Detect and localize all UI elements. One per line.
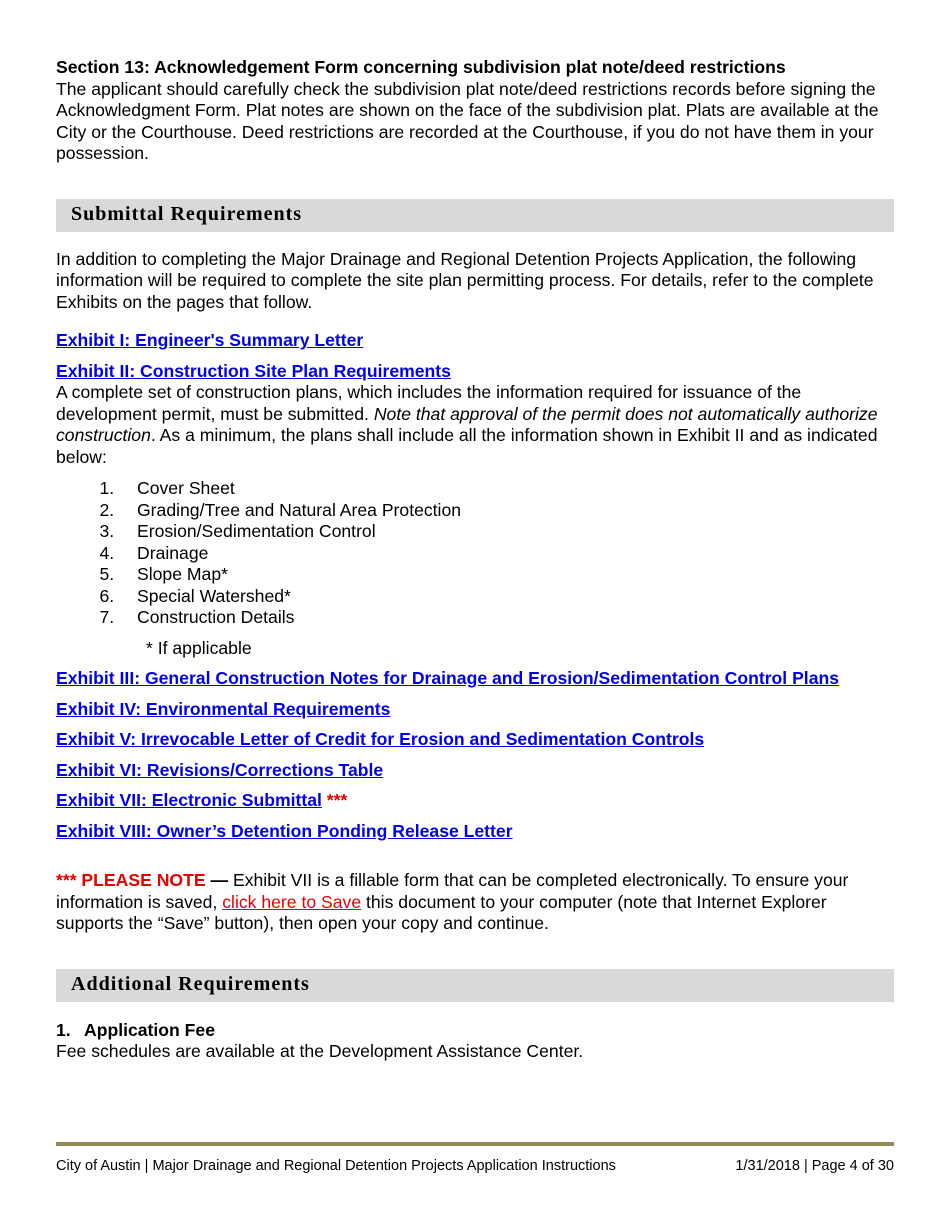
exhibit-2-text-a: A complete set of construction plans, which includes the information required for issuance of the development permit, must be submitted. [56, 382, 802, 424]
please-note-label: *** PLEASE NOTE [56, 870, 206, 890]
list-item: 4. Drainage [119, 543, 894, 565]
please-note-dash: — [205, 870, 233, 890]
submittal-requirements-heading: Submittal Requirements [71, 203, 303, 226]
exhibit-8-link[interactable]: Exhibit VIII: Owner’s Detention Ponding Release Letter [56, 820, 513, 841]
additional-item-1-title: Application Fee [84, 1019, 215, 1040]
list-item: 2. Grading/Tree and Natural Area Protection [119, 500, 894, 522]
list-item: 5. Slope Map* [119, 564, 894, 586]
exhibit-2-text-b: . As a minimum, the plans shall include all the information shown in Exhibit II and as indicated below: [56, 425, 878, 467]
submittal-requirements-banner [56, 199, 894, 232]
additional-item-1-text: Fee schedules are available at the Development Assistance Center. [56, 1041, 584, 1061]
additional-item-1-title-row [56, 1020, 894, 1042]
footer-right: 1/31/2018 | Page 4 of 30 [735, 1158, 894, 1174]
exhibit-7-stars: *** [326, 790, 348, 810]
section-13-body: The applicant should carefully check the subdivision plat note/deed restrictions records before signing the Acknowledgment Form. Plat notes are shown on the face of the subdivision plat. Plats are available at the City or the Courthouse. Deed restrictions are recorded at the Courthouse, if you do not have them in your possession. [56, 78, 879, 163]
additional-item-1-number: 1. [56, 1019, 71, 1040]
exhibit-2-link[interactable]: Exhibit II: Construction Site Plan Requirements [56, 360, 451, 381]
exhibit-6-link[interactable]: Exhibit VI: Revisions/Corrections Table [56, 759, 384, 780]
exhibit-2-description [56, 382, 894, 468]
please-note-paragraph [56, 870, 894, 935]
save-link[interactable]: click here to Save [222, 891, 362, 912]
exhibit-1-link[interactable]: Exhibit I: Engineer's Summary Letter [56, 330, 364, 350]
if-applicable-note: * If applicable [146, 637, 252, 658]
submittal-intro: In addition to completing the Major Drainage and Regional Detention Projects Application, the following information will be required to complete the site plan permitting process. For details, refer to the complete Exhibits on the pages that follow. [56, 248, 874, 312]
page-footer [56, 1156, 894, 1178]
list-item: 3. Erosion/Sedimentation Control [119, 521, 894, 543]
exhibit-2-text-italic: Note that approval of the permit does not automatically authorize construction [56, 403, 878, 445]
footer-rule [56, 1142, 894, 1146]
please-note-text-a: Exhibit VII is a fillable form that can be completed electronically. To ensure your information is saved, [56, 870, 849, 912]
exhibit-5-link[interactable]: Exhibit V: Irrevocable Letter of Credit for Erosion and Sedimentation Controls [56, 729, 705, 749]
exhibit-4-link[interactable]: Exhibit IV: Environmental Requirements [56, 698, 391, 719]
plan-sheet-list [56, 478, 894, 629]
document-page [56, 57, 894, 1063]
section-13-heading: Section 13: Acknowledgement Form concerning subdivision plat note/deed restrictions [56, 57, 786, 77]
footer-left: City of Austin | Major Drainage and Regional Detention Projects Application Instructions [56, 1158, 616, 1174]
exhibit-3-link[interactable]: Exhibit III: General Construction Notes for Drainage and Erosion/Sedimentation Control Plans [56, 668, 840, 688]
please-note-text-b: this document to your computer (note that Internet Explorer supports the “Save” button), then open your copy and continue. [56, 891, 827, 933]
list-item: 1. Cover Sheet [119, 478, 894, 500]
list-item: 7. Construction Details [119, 607, 894, 629]
additional-requirements-banner [56, 969, 894, 1002]
list-item: 6. Special Watershed* [119, 586, 894, 608]
exhibit-7-link[interactable]: Exhibit VII: Electronic Submittal [56, 790, 322, 810]
additional-requirements-heading: Additional Requirements [71, 973, 310, 996]
